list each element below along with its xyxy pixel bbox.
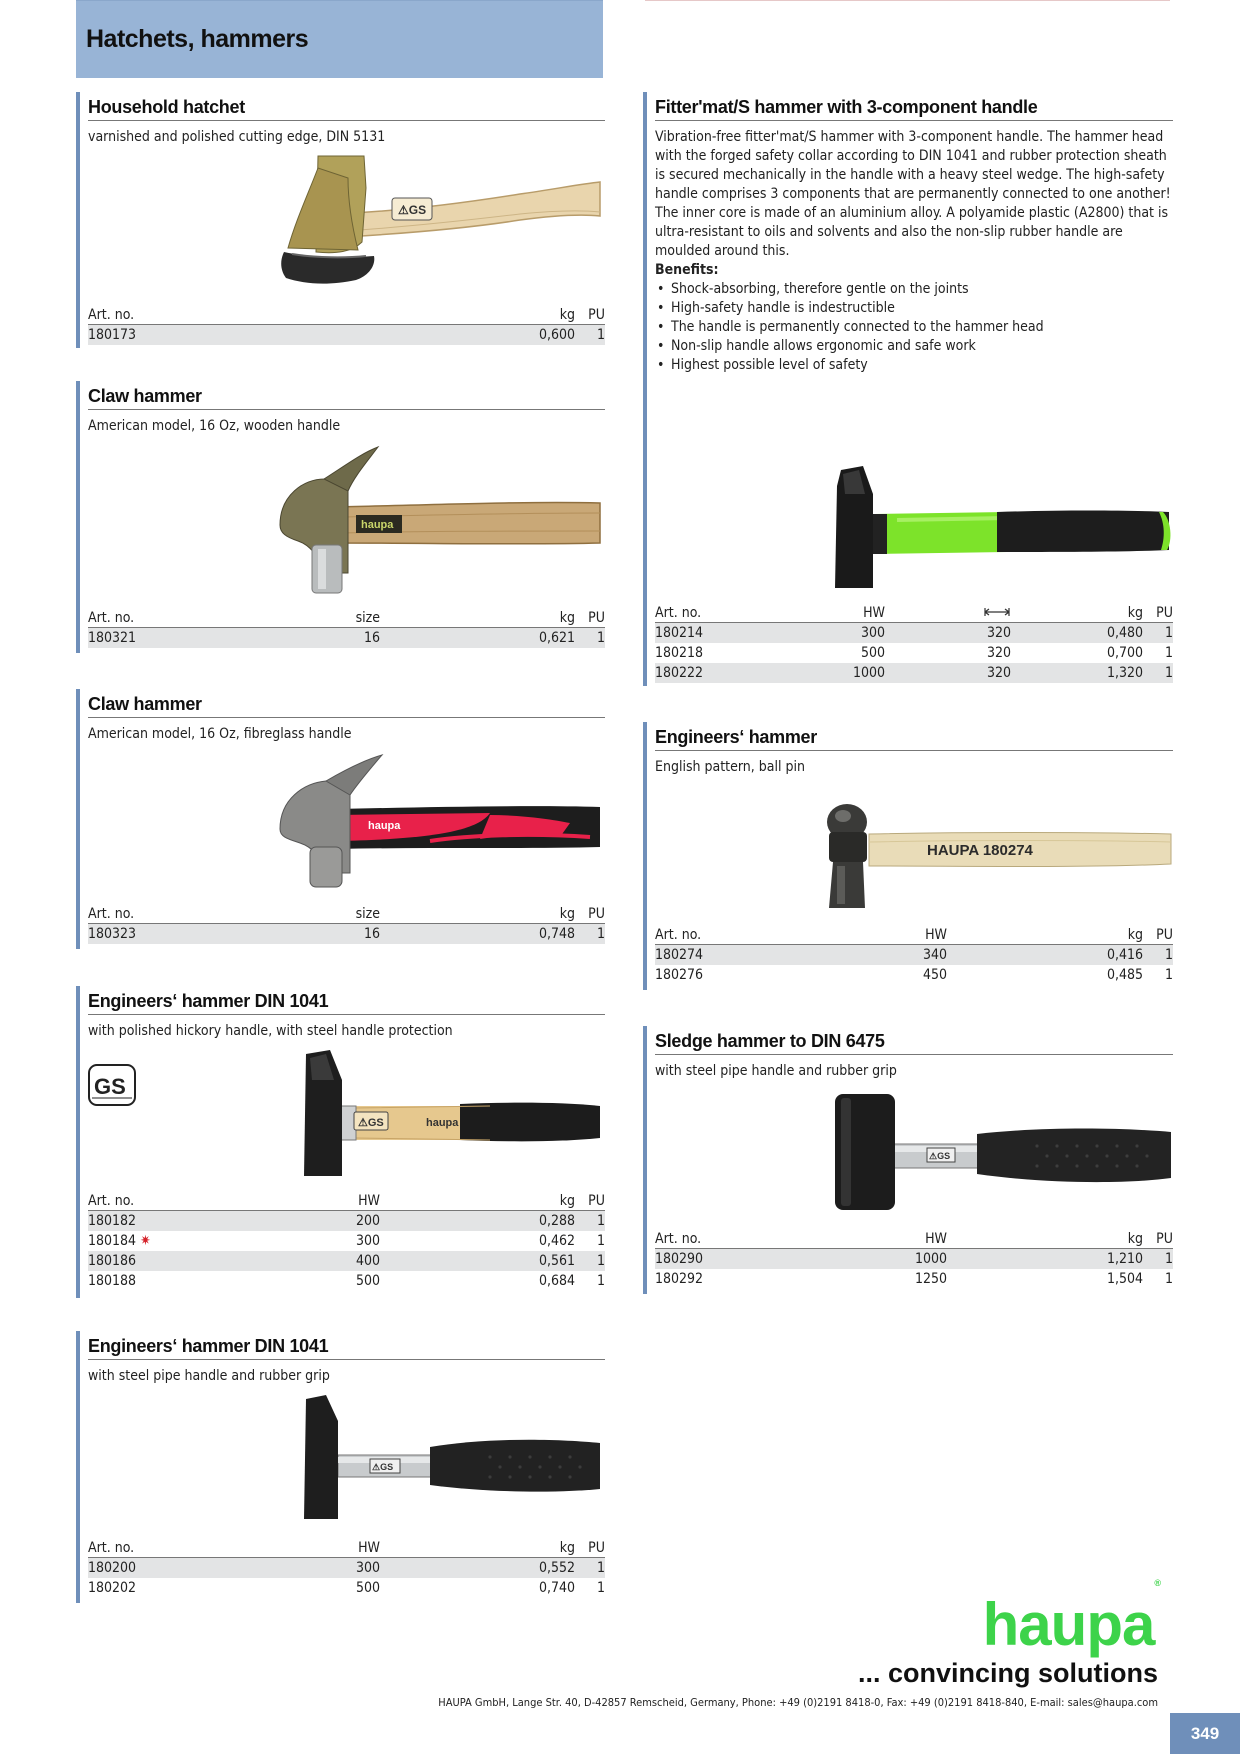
col-hw: HW — [855, 926, 947, 945]
cell-pu: 1 — [1143, 623, 1173, 644]
cell-pu: 1 — [1143, 1249, 1173, 1270]
col-hw: HW — [795, 604, 885, 623]
col-art-no: Art. no. — [88, 306, 366, 325]
table-row — [655, 663, 1173, 683]
section-description — [655, 128, 1173, 375]
slogan: ... convincing solutions — [857, 1658, 1158, 1688]
table-row — [655, 1249, 1173, 1270]
cell-pu: 1 — [575, 1211, 605, 1232]
cell-pu: 1 — [1164, 1271, 1173, 1287]
cell-art-no: 180214 — [655, 623, 795, 644]
table-row — [88, 1578, 605, 1598]
section-title: Engineers‘ hammer DIN 1041 — [88, 1335, 605, 1360]
gs-certification-icon — [88, 1064, 136, 1106]
cell-hw: 450 — [922, 967, 947, 983]
table-row — [88, 1251, 605, 1271]
benefits-title: Benefits: — [655, 262, 719, 278]
spec-table — [655, 1230, 1173, 1289]
cell-hw: 500 — [355, 1273, 380, 1289]
col-art-no: Art. no. — [88, 1192, 288, 1211]
benefit-item: • High-safety handle is indestructible — [655, 299, 1173, 318]
section-title: Sledge hammer to DIN 6475 — [655, 1030, 1173, 1055]
col-art-no: Art. no. — [88, 905, 288, 924]
col-hw: HW — [855, 1230, 947, 1249]
engineers-hammer-steel-image — [250, 1395, 605, 1525]
cell-hw: 300 — [795, 623, 885, 644]
benefit-item: • Shock-absorbing, therefore gentle on the joints — [655, 280, 1173, 299]
table-row — [655, 643, 1173, 663]
fitter-description-text: Vibration-free fitter'mat/S hammer with 3-component handle. The hammer head with the forged safety collar according to DIN 1041 and rubber protection sheath is secured mechanically in the handle with a heavy steel wedge. The high-safety handle comprises 3 components that are permanently connected to one another! The inner core is made of an aluminium alloy. A polyamide plastic (A2800) that is ultra-resistant to oils and solvents and also the non-slip rubber handle are moulded around this. — [655, 129, 1171, 259]
col-pu: PU — [575, 1539, 605, 1558]
cell-art-no: 180182 — [88, 1211, 288, 1232]
table-row — [655, 623, 1173, 644]
cell-art-no: 180200 — [88, 1558, 288, 1579]
page-header — [76, 0, 603, 78]
cell-pu: 1 — [575, 628, 605, 649]
spec-table — [655, 604, 1173, 683]
benefits-list — [655, 280, 1173, 375]
benefit-item: • The handle is permanently connected to the hammer head — [655, 318, 1173, 337]
cell-pu: 1 — [1164, 645, 1173, 661]
fittermat-hammer-image — [807, 466, 1175, 594]
cell-hw: 340 — [855, 945, 947, 966]
cell-size: 16 — [288, 628, 380, 649]
benefit-item: • Non-slip handle allows ergonomic and safe work — [655, 337, 1173, 356]
section-title: Claw hammer — [88, 385, 605, 410]
cell-kg: 0,621 — [380, 628, 575, 649]
table-row — [88, 325, 605, 346]
cell-kg: 1,210 — [947, 1249, 1143, 1270]
spec-table — [88, 1192, 605, 1291]
table-row — [88, 1271, 605, 1291]
spec-table — [88, 609, 605, 648]
col-pu: PU — [575, 306, 605, 325]
cell-kg: 0,416 — [947, 945, 1143, 966]
col-size: size — [288, 905, 380, 924]
cell-kg: 0,684 — [538, 1273, 575, 1289]
col-pu: PU — [575, 609, 605, 628]
section-description: American model, 16 Oz, fibreglass handle — [88, 726, 352, 742]
cell-art-no: 180202 — [88, 1580, 137, 1596]
brand-label: haupa — [368, 820, 401, 832]
svg-text:GS: GS — [94, 1074, 126, 1099]
section-claw-hammer-wood — [76, 381, 605, 653]
col-pu: PU — [1143, 926, 1173, 945]
cell-length: 320 — [885, 663, 1011, 683]
cell-kg: 0,561 — [380, 1251, 575, 1271]
cell-pu: 1 — [1143, 663, 1173, 683]
cell-pu: 1 — [596, 1233, 605, 1249]
engineers-hammer-hickory-image — [250, 1050, 605, 1180]
col-art-no: Art. no. — [655, 926, 855, 945]
cell-art-no: 180218 — [655, 645, 704, 661]
col-kg: kg — [380, 905, 575, 924]
section-household-hatchet — [76, 92, 605, 348]
col-kg: kg — [380, 1539, 575, 1558]
col-kg: kg — [947, 1230, 1143, 1249]
cell-kg: 0,700 — [1106, 645, 1143, 661]
section-title: Engineers‘ hammer — [655, 726, 1173, 751]
cell-size: 16 — [288, 924, 380, 945]
cell-pu: 1 — [575, 1558, 605, 1579]
svg-text:⚠GS: ⚠GS — [358, 1117, 384, 1129]
brand-label: haupa — [361, 519, 394, 531]
col-kg: kg — [380, 609, 575, 628]
handle-print: HAUPA 180274 — [927, 842, 1033, 859]
col-pu: PU — [575, 1192, 605, 1211]
cell-hw: 1250 — [914, 1271, 947, 1287]
section-title: Claw hammer — [88, 693, 605, 718]
table-row — [88, 1231, 605, 1251]
cell-kg: 0,748 — [380, 924, 575, 945]
col-art-no: Art. no. — [88, 609, 288, 628]
col-art-no: Art. no. — [655, 604, 795, 623]
cell-kg: 0,485 — [1106, 967, 1143, 983]
cell-pu: 1 — [575, 924, 605, 945]
cell-art-no: 180321 — [88, 628, 288, 649]
cell-art-no: 180186 — [88, 1251, 288, 1271]
new-product-star-icon: ✷ — [140, 1233, 151, 1249]
claw-hammer-wood-image — [250, 445, 605, 599]
cell-art-no: 180323 — [88, 924, 288, 945]
page-number: 349 — [1170, 1713, 1240, 1754]
cell-kg: 1,320 — [1011, 663, 1143, 683]
section-engineers-hammer-ball-pin — [643, 722, 1173, 990]
col-art-no: Art. no. — [88, 1539, 288, 1558]
ball-pin-hammer-image — [807, 802, 1175, 914]
table-row — [88, 924, 605, 945]
cell-hw: 300 — [355, 1233, 380, 1249]
cell-hw: 500 — [355, 1580, 380, 1596]
cell-pu: 1 — [1164, 967, 1173, 983]
table-row — [88, 1211, 605, 1232]
svg-text:⚠GS: ⚠GS — [929, 1151, 951, 1161]
section-title: Engineers‘ hammer DIN 1041 — [88, 990, 605, 1015]
cell-art-no: 180292 — [655, 1271, 704, 1287]
section-description: with polished hickory handle, with steel handle protection — [88, 1023, 453, 1039]
cell-pu: 1 — [575, 325, 605, 346]
cell-hw: 400 — [288, 1251, 380, 1271]
spec-table — [88, 905, 605, 944]
col-pu: PU — [575, 905, 605, 924]
col-pu: PU — [1143, 604, 1173, 623]
cell-pu: 1 — [596, 1273, 605, 1289]
spec-table — [88, 1539, 605, 1598]
section-engineers-hammer-hickory — [76, 986, 605, 1298]
cell-kg: 0,552 — [380, 1558, 575, 1579]
hatchet-image — [250, 154, 605, 290]
cell-length: 320 — [885, 623, 1011, 644]
cell-hw: 200 — [288, 1211, 380, 1232]
svg-text:⚠GS: ⚠GS — [398, 203, 427, 217]
col-kg: kg — [1011, 604, 1143, 623]
col-hw: HW — [288, 1192, 380, 1211]
svg-text:⚠GS: ⚠GS — [372, 1462, 394, 1472]
section-fittermat-hammer — [643, 92, 1173, 686]
section-description: varnished and polished cutting edge, DIN 5131 — [88, 129, 386, 145]
cell-art-no: 180184 — [88, 1233, 137, 1249]
section-engineers-hammer-steel — [76, 1331, 605, 1603]
sledge-hammer-image — [807, 1090, 1175, 1214]
section-title: Fitter'mat/S hammer with 3-component handle — [655, 96, 1173, 121]
spec-table — [88, 306, 605, 345]
cell-art-no: 180274 — [655, 945, 855, 966]
cell-kg: 0,740 — [538, 1580, 575, 1596]
claw-hammer-fibreglass-image — [250, 753, 605, 893]
table-row — [655, 945, 1173, 966]
benefit-item: • Highest possible level of safety — [655, 356, 1173, 375]
spec-table — [655, 926, 1173, 985]
cell-kg: 0,480 — [1011, 623, 1143, 644]
col-kg: kg — [380, 1192, 575, 1211]
cell-pu: 1 — [596, 1580, 605, 1596]
cell-art-no: 180188 — [88, 1273, 137, 1289]
cell-pu: 1 — [1143, 945, 1173, 966]
brand-label: haupa — [426, 1117, 459, 1129]
section-title: Household hatchet — [88, 96, 605, 121]
table-row — [655, 965, 1173, 985]
cell-art-no: 180222 — [655, 663, 795, 683]
section-sledge-hammer — [643, 1026, 1173, 1294]
section-claw-hammer-fibreglass — [76, 689, 605, 949]
col-kg: kg — [947, 926, 1143, 945]
col-size: size — [288, 609, 380, 628]
cell-kg: 0,288 — [380, 1211, 575, 1232]
cell-length: 320 — [986, 645, 1011, 661]
cell-pu: 1 — [575, 1251, 605, 1271]
registered-mark: ® — [1154, 1578, 1160, 1588]
section-description: English pattern, ball pin — [655, 759, 805, 775]
cell-art-no: 180290 — [655, 1249, 855, 1270]
company-address: HAUPA GmbH, Lange Str. 40, D-42857 Remscheid, Germany, Phone: +49 (0)2191 8418-0, Fax: +49 (0)2191 8418-840, E-mail: sales@haupa.com — [438, 1696, 1158, 1709]
col-pu: PU — [1143, 1230, 1173, 1249]
length-dimension-icon — [983, 607, 1011, 617]
section-description: with steel pipe handle and rubber grip — [88, 1368, 330, 1384]
section-description: with steel pipe handle and rubber grip — [655, 1063, 897, 1079]
cell-hw: 1000 — [795, 663, 885, 683]
cell-art-no: 180276 — [655, 967, 704, 983]
top-rule — [645, 0, 1170, 1]
cell-hw: 1000 — [855, 1249, 947, 1270]
section-description: American model, 16 Oz, wooden handle — [88, 418, 341, 434]
table-row — [88, 628, 605, 649]
haupa-logo — [982, 1578, 1160, 1659]
col-kg: kg — [366, 306, 575, 325]
page-title: Hatchets, hammers — [86, 25, 309, 53]
table-row — [655, 1269, 1173, 1289]
logo-text: haupa — [982, 1591, 1155, 1658]
col-hw: HW — [288, 1539, 380, 1558]
cell-kg: 0,600 — [366, 325, 575, 346]
cell-kg: 0,462 — [538, 1233, 575, 1249]
table-row — [88, 1558, 605, 1579]
cell-hw: 300 — [288, 1558, 380, 1579]
col-art-no: Art. no. — [655, 1230, 855, 1249]
cell-hw: 500 — [860, 645, 885, 661]
cell-art-no: 180173 — [88, 325, 366, 346]
cell-kg: 1,504 — [1106, 1271, 1143, 1287]
